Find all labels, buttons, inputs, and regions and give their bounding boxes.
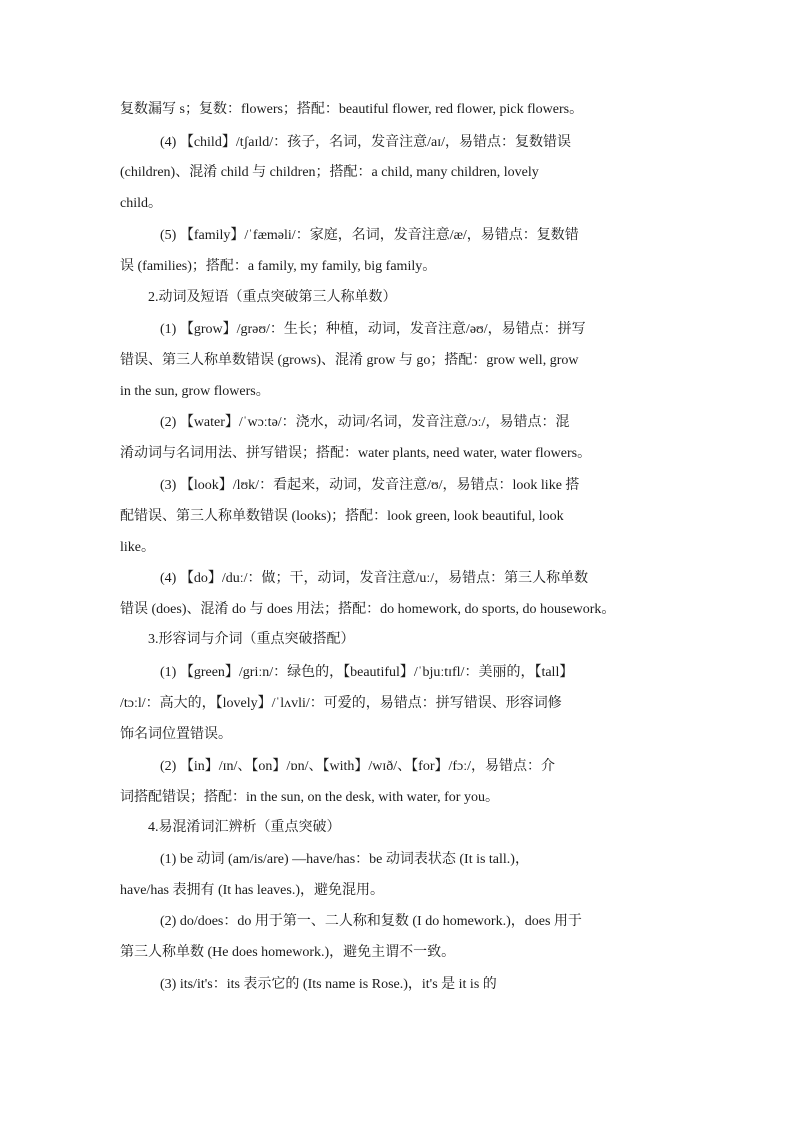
text-line: (2) 【in】/ɪn/、【on】/ɒn/、【with】/wɪð/、【for】/fɔː/，易错点：介 [160, 759, 556, 774]
text-line: (4) 【child】/tʃaɪld/：孩子，名词，发音注意/aɪ/，易错点：复数错误 [160, 135, 572, 150]
text-line: have/has 表拥有 (It has leaves.)，避免混用。 [120, 883, 384, 898]
text-line: like。 [120, 540, 155, 555]
text-line: 错误 (does)、混淆 do 与 does 用法；搭配：do homework, do sports, do housework。 [120, 602, 616, 617]
text-line: 第三人称单数 (He does homework.)，避免主谓不一致。 [120, 945, 456, 960]
text-line: in the sun, grow flowers。 [120, 384, 270, 399]
text-line: (2) do/does：do 用于第一、二人称和复数 (I do homework.)，does 用于 [160, 914, 582, 929]
text-line: (3) its/it's：its 表示它的 (Its name is Rose.)，it's 是 it is 的 [160, 977, 497, 992]
text-line: 错误、第三人称单数错误 (grows)、混淆 grow 与 go；搭配：grow well, grow [120, 353, 579, 368]
text-line: 淆动词与名词用法、拼写错误；搭配：water plants, need water, water flowers。 [120, 446, 592, 461]
text-line: (1) 【grow】/grəʊ/：生长；种植，动词，发音注意/əʊ/，易错点：拼写 [160, 322, 586, 337]
text-line: /tɔːl/：高大的，【lovely】/ˈlʌvli/：可爱的，易错点：拼写错误、形容词修 [120, 696, 562, 711]
text-line: 复数漏写 s；复数：flowers；搭配：beautiful flower, red flower, pick flowers。 [120, 102, 584, 117]
text-line: (1) 【green】/griːn/：绿色的，【beautiful】/ˈbjuːtɪfl/：美丽的，【tall】 [160, 665, 574, 680]
text-line: (3) 【look】/lʊk/：看起来，动词，发音注意/ʊ/，易错点：look like 搭 [160, 478, 580, 493]
text-line: child。 [120, 196, 162, 211]
text-line: (5) 【family】/ˈfæməli/：家庭，名词，发音注意/æ/，易错点：复数错 [160, 228, 579, 243]
text-line: (1) be 动词 (am/is/are) —have/has：be 动词表状态 (It is tall.)， [160, 852, 529, 867]
section-heading: 2.动词及短语（重点突破第三人称单数） [148, 290, 397, 305]
text-line: (children)、混淆 child 与 children；搭配：a child, many children, lovely [120, 165, 539, 180]
text-line: (2) 【water】/ˈwɔːtə/：浇水，动词/名词，发音注意/ɔː/，易错点：混 [160, 415, 570, 430]
text-line: 配错误、第三人称单数错误 (looks)；搭配：look green, look beautiful, look [120, 509, 564, 524]
text-line: 词搭配错误；搭配：in the sun, on the desk, with water, for you。 [120, 790, 499, 805]
text-line: (4) 【do】/duː/：做；干，动词，发音注意/uː/，易错点：第三人称单数 [160, 571, 589, 586]
section-heading: 4.易混淆词汇辨析（重点突破） [148, 820, 341, 835]
section-heading: 3.形容词与介词（重点突破搭配） [148, 632, 355, 647]
text-line: 误 (families)；搭配：a family, my family, big family。 [120, 259, 437, 274]
text-line: 饰名词位置错误。 [120, 727, 232, 742]
